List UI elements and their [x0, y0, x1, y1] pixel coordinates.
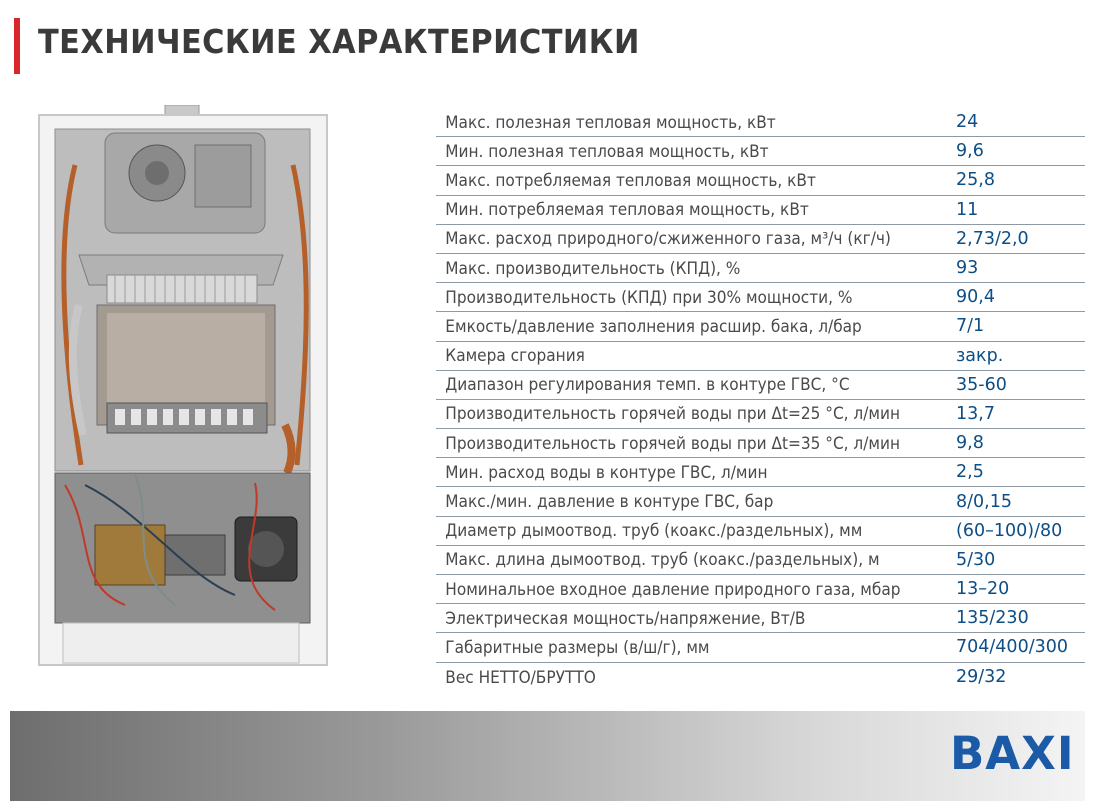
spec-value: 35-60	[956, 374, 1007, 395]
spec-label: Макс. потребляемая тепловая мощность, кВт	[445, 170, 816, 190]
spec-value: закр.	[956, 345, 1004, 366]
spec-value: 11	[956, 199, 979, 220]
spec-label: Вес НЕТТО/БРУТТО	[445, 667, 596, 687]
spec-value: 90,4	[956, 287, 995, 308]
spec-row	[436, 458, 1085, 487]
spec-value: (60–100)/80	[956, 520, 1063, 541]
spec-row	[436, 254, 1085, 283]
spec-row	[436, 663, 1085, 692]
spec-value: 135/230	[956, 608, 1029, 629]
spec-label: Диапазон регулирования темп. в контуре ГВС, °С	[445, 375, 850, 395]
boiler-internals-image	[35, 105, 331, 682]
spec-label: Макс. производительность (КПД), %	[445, 258, 741, 278]
spec-label: Емкость/давление заполнения расшир. бака, л/бар	[445, 316, 862, 336]
spec-value: 5/30	[956, 549, 996, 570]
spec-row	[436, 371, 1085, 400]
spec-value: 704/400/300	[956, 637, 1068, 658]
spec-label: Макс./мин. давление в контуре ГВС, бар	[445, 492, 774, 512]
spec-label: Мин. потребляемая тепловая мощность, кВт	[445, 200, 809, 220]
spec-label: Номинальное входное давление природного газа, мбар	[445, 579, 901, 599]
page-title: ТЕХНИЧЕСКИЕ ХАРАКТЕРИСТИКИ	[38, 22, 640, 61]
spec-value: 13–20	[956, 579, 1010, 600]
spec-value: 7/1	[956, 316, 985, 337]
spec-value: 9,8	[956, 433, 984, 454]
spec-row	[436, 166, 1085, 195]
spec-value: 25,8	[956, 170, 995, 191]
spec-row	[436, 546, 1085, 575]
spec-value: 13,7	[956, 403, 995, 424]
footer-band	[10, 711, 1085, 801]
spec-row	[436, 283, 1085, 312]
spec-row	[436, 487, 1085, 516]
spec-label: Мин. полезная тепловая мощность, кВт	[445, 141, 769, 161]
spec-row	[436, 196, 1085, 225]
spec-label: Камера сгорания	[445, 346, 585, 366]
spec-row	[436, 108, 1085, 137]
brand-logo: BAXI	[950, 727, 1075, 780]
spec-label: Макс. расход природного/сжиженного газа, м³/ч (кг/ч)	[445, 229, 891, 249]
spec-label: Макс. полезная тепловая мощность, кВт	[445, 112, 776, 132]
spec-row	[436, 429, 1085, 458]
spec-row	[436, 225, 1085, 254]
spec-value: 24	[956, 112, 979, 133]
spec-row	[436, 633, 1085, 662]
spec-label: Производительность горячей воды при Δt=25 °С, л/мин	[445, 404, 900, 424]
spec-value: 2,73/2,0	[956, 228, 1029, 249]
spec-label: Производительность горячей воды при Δt=35 °С, л/мин	[445, 433, 900, 453]
spec-row	[436, 604, 1085, 633]
spec-label: Диаметр дымоотвод. труб (коакс./раздельных), мм	[445, 521, 863, 541]
spec-value: 29/32	[956, 667, 1007, 688]
spec-label: Макс. длина дымоотвод. труб (коакс./раздельных), м	[445, 550, 880, 570]
spec-value: 2,5	[956, 462, 984, 483]
spec-row	[436, 400, 1085, 429]
spec-row	[436, 342, 1085, 371]
spec-label: Производительность (КПД) при 30% мощности, %	[445, 287, 853, 307]
spec-table	[436, 108, 1085, 692]
spec-row	[436, 575, 1085, 604]
spec-value: 93	[956, 258, 979, 279]
spec-label: Габаритные размеры (в/ш/г), мм	[445, 637, 710, 657]
spec-value: 9,6	[956, 141, 984, 162]
spec-label: Мин. расход воды в контуре ГВС, л/мин	[445, 462, 768, 482]
title-accent-bar	[14, 18, 20, 74]
spec-label: Электрическая мощность/напряжение, Вт/В	[445, 608, 806, 628]
spec-row	[436, 137, 1085, 166]
spec-row	[436, 517, 1085, 546]
spec-value: 8/0,15	[956, 491, 1012, 512]
spec-row	[436, 312, 1085, 341]
